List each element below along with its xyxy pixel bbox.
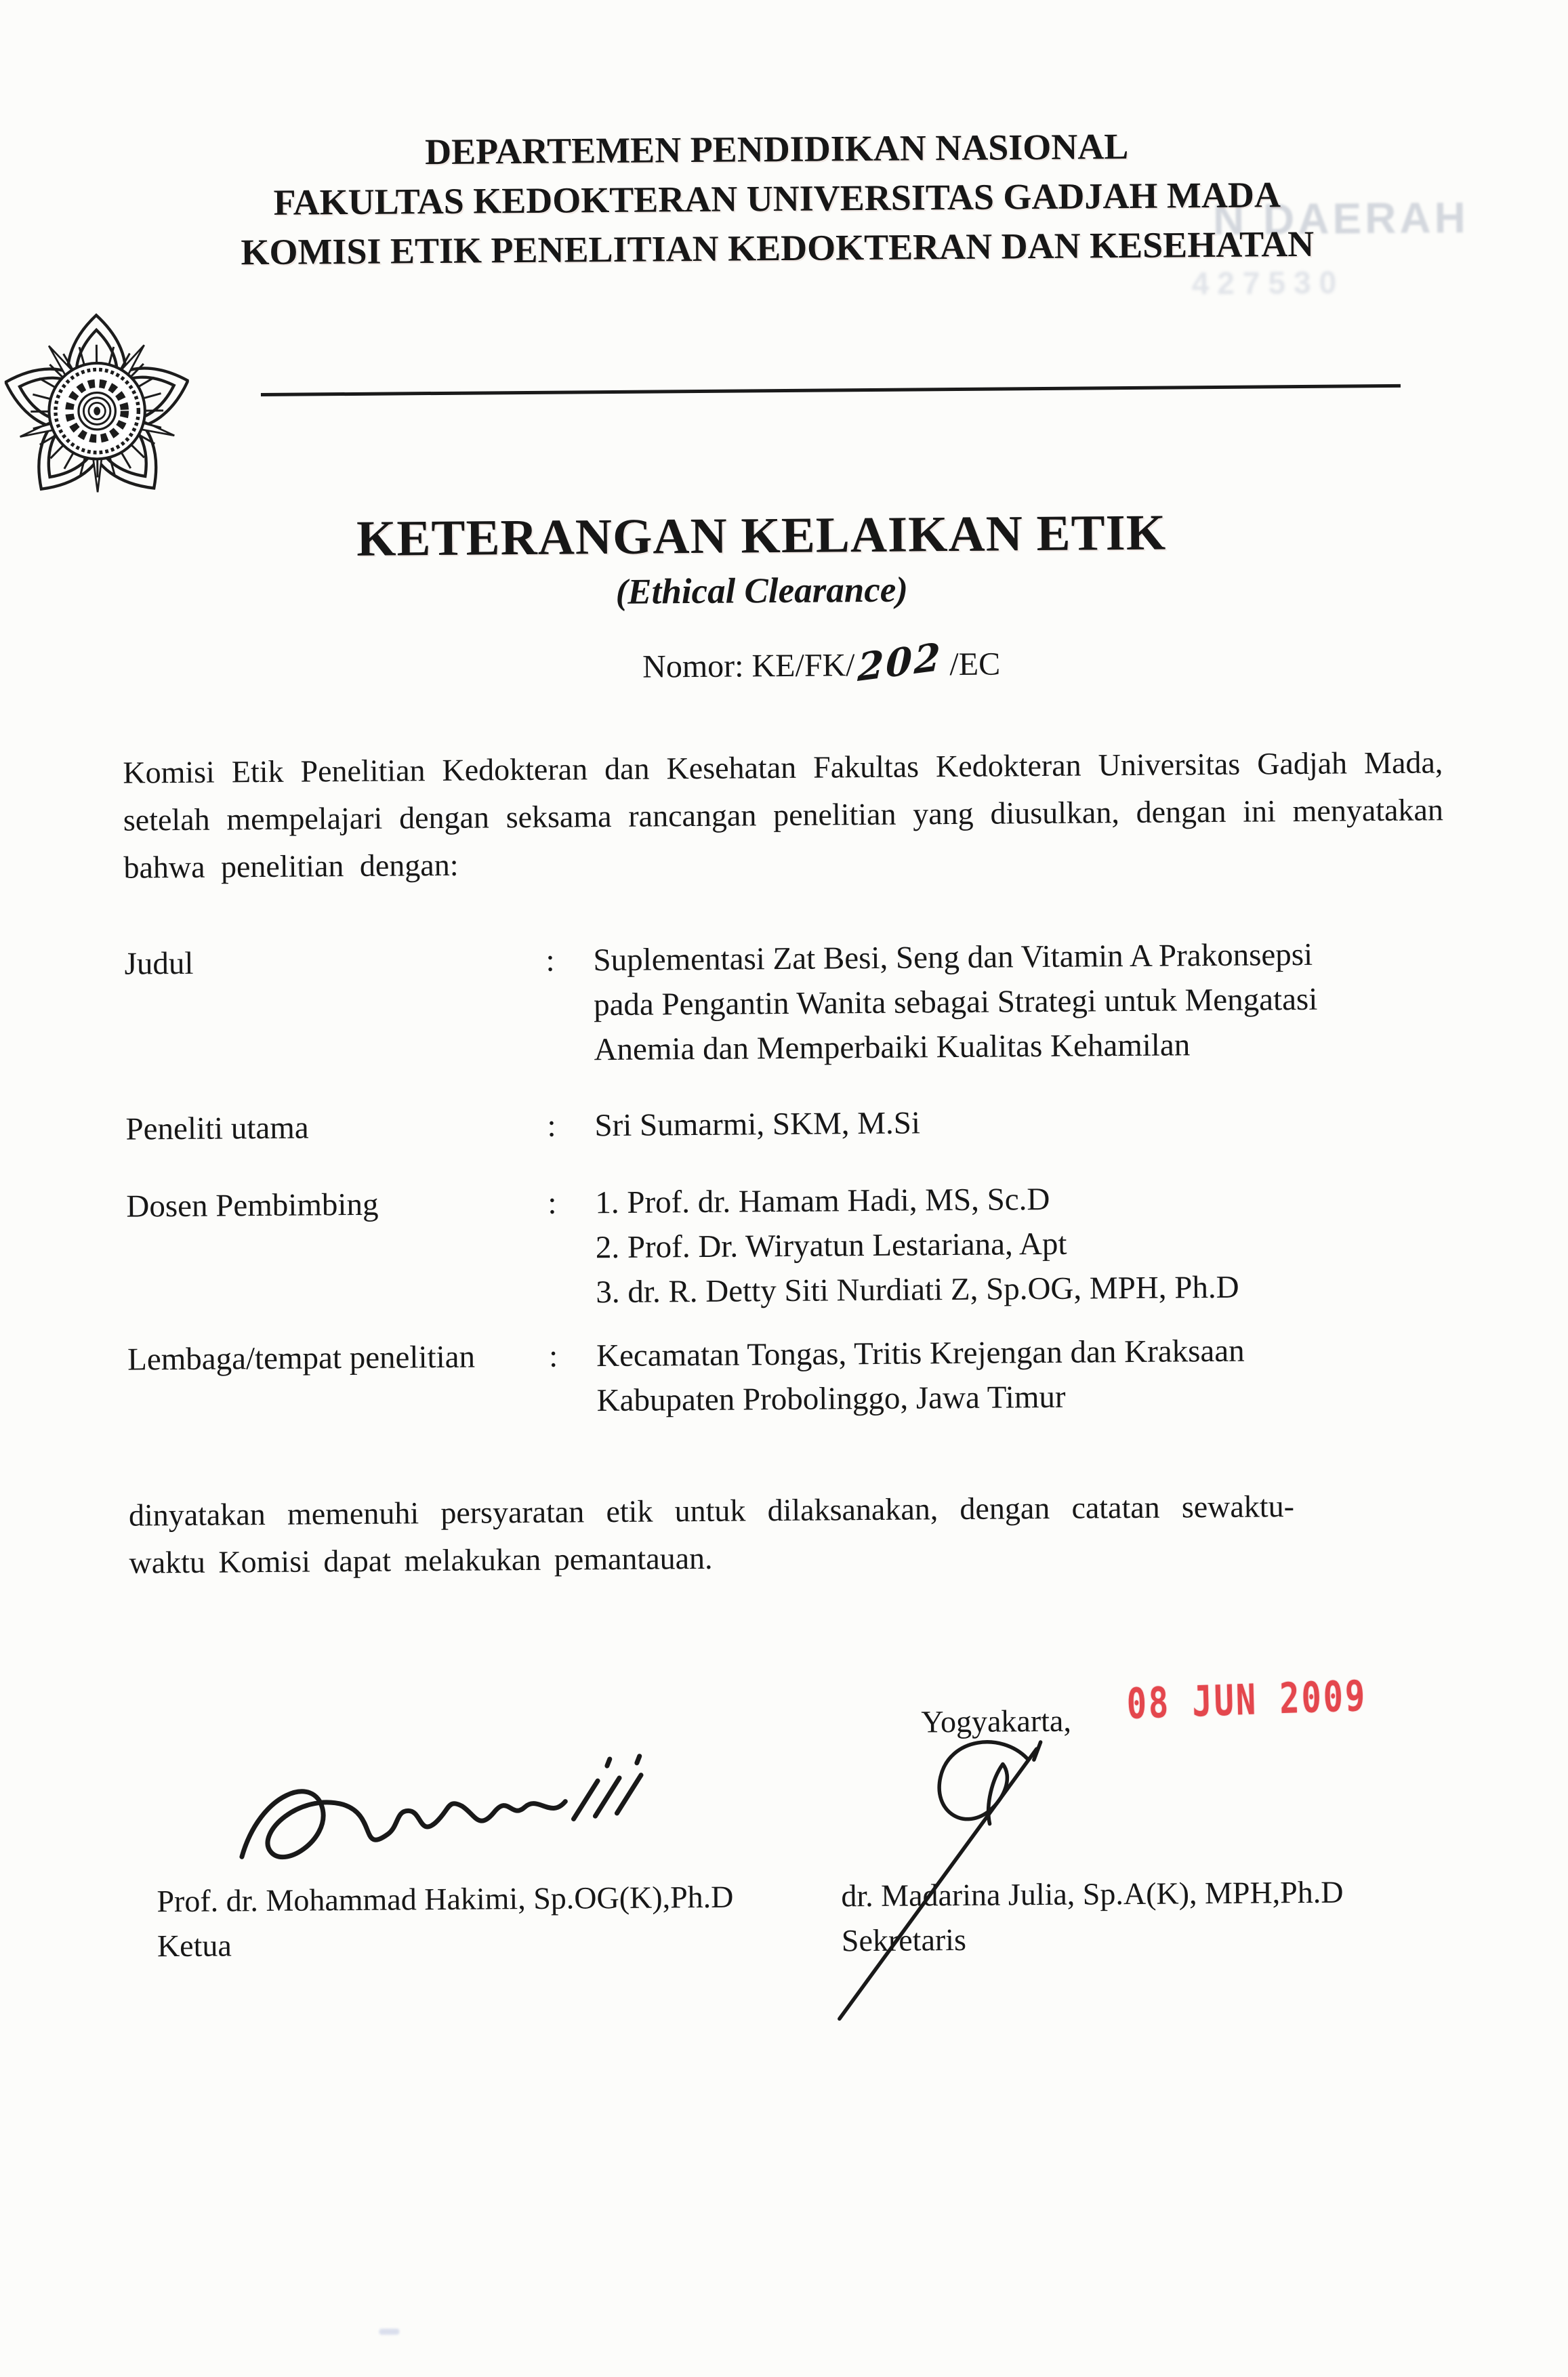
field-value-line: 1. Prof. dr. Hamam Hadi, MS, Sc.D bbox=[595, 1181, 1050, 1221]
field-value-line: Anemia dan Memperbaiki Kualitas Kehamilan bbox=[594, 1027, 1191, 1068]
letterhead bbox=[0, 119, 1562, 279]
document-subtitle: (Ethical Clearance) bbox=[615, 570, 909, 612]
field-colon: : bbox=[547, 1108, 556, 1144]
ugm-logo-icon bbox=[4, 295, 190, 524]
letterhead-line-3: KOMISI ETIK PENELITIAN KEDOKTERAN DAN KESEHATAN bbox=[241, 223, 1315, 273]
letterhead-line-2: FAKULTAS KEDOKTERAN UNIVERSITAS GADJAH MADA bbox=[273, 174, 1281, 223]
sekretaris-role: Sekretaris bbox=[841, 1922, 967, 1958]
document-number-suffix: /EC bbox=[949, 646, 1001, 683]
field-value-line: Kecamatan Tongas, Tritis Krejengan dan Kraksaan bbox=[596, 1333, 1245, 1374]
field-label: Dosen Pembimbing bbox=[126, 1186, 379, 1224]
field-value bbox=[593, 931, 1464, 1072]
field-row-dosen-pembimbing bbox=[126, 1174, 1465, 1319]
field-label: Judul bbox=[124, 945, 194, 982]
field-value-line: Suplementasi Zat Besi, Seng dan Vitamin A Prakonsepsi bbox=[593, 936, 1313, 978]
field-value bbox=[595, 1174, 1466, 1315]
field-colon: : bbox=[545, 943, 555, 978]
field-row-judul bbox=[124, 931, 1463, 1076]
field-label: Peneliti utama bbox=[125, 1110, 309, 1147]
document-number-prefix: Nomor: KE/FK/ bbox=[642, 647, 855, 685]
date-stamp-text: 08 JUN 2009 bbox=[1126, 1670, 1368, 1729]
field-value bbox=[594, 1096, 1464, 1148]
field-value-line: 3. dr. R. Detty Siti Nurdiati Z, Sp.OG, MPH, Ph.D bbox=[596, 1269, 1239, 1310]
field-value-line: Sri Sumarmi, SKM, M.Si bbox=[594, 1105, 921, 1144]
sekretaris-name: dr. Madarina Julia, Sp.A(K), MPH,Ph.D bbox=[841, 1874, 1344, 1914]
field-value-line: 2. Prof. Dr. Wiryatun Lestariana, Apt bbox=[595, 1226, 1067, 1266]
watermark-text: N DAERAH bbox=[1212, 193, 1470, 244]
scan-artifact-speck bbox=[379, 2329, 399, 2335]
field-label: Lembaga/tempat penelitian bbox=[127, 1339, 476, 1378]
watermark-number: 427530 bbox=[1191, 264, 1345, 302]
field-row-peneliti-utama bbox=[125, 1096, 1464, 1152]
letterhead-divider-rule bbox=[261, 384, 1401, 396]
field-colon: : bbox=[548, 1338, 558, 1374]
closing-paragraph: dinyatakan memenuhi persyaratan etik untuk dilaksanakan, dengan catatan sewaktu-waktu Komisi dapat melakukan pemantauan. bbox=[128, 1489, 1295, 1580]
letterhead-line-1: DEPARTEMEN PENDIDIKAN NASIONAL bbox=[424, 125, 1129, 173]
ketua-name: Prof. dr. Mohammad Hakimi, Sp.OG(K),Ph.D bbox=[157, 1879, 734, 1919]
field-value-line: pada Pengantin Wanita sebagai Strategi untuk Mengatasi bbox=[593, 981, 1318, 1023]
field-value bbox=[596, 1327, 1466, 1423]
field-value-line: Kabupaten Probolinggo, Jawa Timur bbox=[596, 1379, 1066, 1419]
document-number-handwritten: 202 bbox=[857, 634, 943, 691]
ketua-role: Ketua bbox=[157, 1928, 232, 1964]
field-colon: : bbox=[548, 1185, 557, 1221]
ketua-block bbox=[157, 1875, 734, 1969]
date-stamp bbox=[1126, 1670, 1435, 1729]
document-number bbox=[0, 635, 1565, 692]
place-label: Yogyakarta, bbox=[921, 1703, 1072, 1739]
ketua-signature bbox=[221, 1753, 669, 1885]
sekretaris-signature bbox=[817, 1733, 1104, 2027]
intro-paragraph: Komisi Etik Penelitian Kedokteran dan Kesehatan Fakultas Kedokteran Universitas Gadjah Mada, setelah mempelajari dengan seksama rancangan penelitian yang diusulkan, dengan ini menyatakan bahwa penelitian dengan: bbox=[123, 745, 1444, 885]
document-title: KETERANGAN KELAIKAN ETIK bbox=[356, 504, 1167, 567]
field-row-lembaga bbox=[127, 1327, 1466, 1427]
